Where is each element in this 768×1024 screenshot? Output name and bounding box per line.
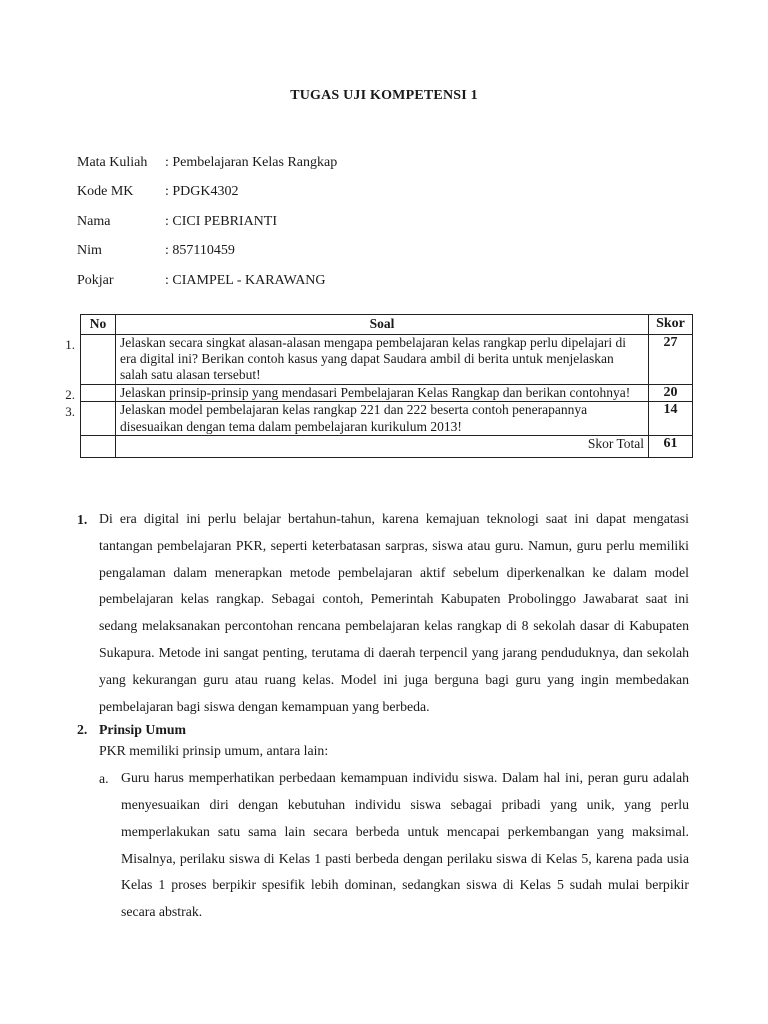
answer-1-text: Di era digital ini perlu belajar bertahun-tahun, karena kemajuan teknologi saat ini dapat mengatasi tantangan pembelajaran PKR, seperti keterbatasan sarpras, siswa atau guru. Namun, guru perlu memiliki pengalaman dalam menerapkan metode pembelajaran aktif sebelum diperkenalkan ke dalam model pembelajaran kelas rangkap. Sebagai contoh, Pemerintah Kabupaten Probolinggo Jawabarat saat ini sedang melaksanakan percontohan rencana pembelajaran kelas rangkap di 8 sekolah dasar di Kabupaten Sukapura. Metode ini sangat penting, terutama di daerah terpencil yang jarang penduduknya, dan sekolah yang kekurangan guru atau ruang kelas. Model ini juga berguna bagi guru yang ingin membedakan pembelajaran bagi siswa dengan kemampuan yang berbeda. bbox=[99, 511, 689, 714]
question-score: 20 bbox=[649, 384, 693, 402]
row-number: 2. bbox=[65, 386, 75, 402]
questions-table bbox=[65, 314, 693, 458]
question-score: 14 bbox=[649, 402, 693, 435]
info-row-pokjar bbox=[77, 266, 337, 296]
answer-2a-text: Guru harus memperhatikan perbedaan kemampuan individu siswa. Dalam hal ini, peran guru adalah menyesuaikan diri dengan kebutuhan individu siswa sebagai pribadi yang unik, yang perlu memperlakukan satu sama lain secara berbeda untuk mencapai perkembangan yang maksimal. Misalnya, perilaku siswa di Kelas 1 pasti berbeda dengan perilaku siswa di Kelas 5, karena pada usia Kelas 1 proses berpikir spesifik lebih dominan, sedangkan siswa di Kelas 5 sudah mulai berpikir secara abstrak. bbox=[121, 770, 689, 920]
info-value: : CIAMPEL - KARAWANG bbox=[165, 272, 326, 288]
info-row-kode-mk bbox=[77, 178, 337, 208]
table-row bbox=[81, 402, 693, 435]
question-text: Jelaskan prinsip-prinsip yang mendasari Pembelajaran Kelas Rangkap dan berikan contohnya! bbox=[116, 384, 649, 402]
answer-2 bbox=[77, 722, 689, 738]
header-soal: Soal bbox=[116, 315, 649, 335]
info-label: Nama bbox=[77, 213, 111, 229]
answer-number: 2. bbox=[77, 722, 88, 738]
table-row bbox=[81, 384, 693, 402]
info-value: : PDGK4302 bbox=[165, 184, 239, 200]
total-empty-cell bbox=[81, 435, 116, 457]
header-skor: Skor bbox=[649, 315, 693, 335]
question-score: 27 bbox=[649, 335, 693, 385]
info-label: Mata Kuliah bbox=[77, 154, 148, 170]
info-label: Kode MK bbox=[77, 184, 134, 200]
answers-section bbox=[77, 512, 689, 926]
info-label: Pokjar bbox=[77, 272, 114, 288]
row-number: 3. bbox=[65, 404, 75, 420]
table-row bbox=[81, 335, 693, 385]
question-text: Jelaskan model pembelajaran kelas rangkap 221 dan 222 beserta contoh penerapannya disesuaikan dengan tema dalam pembelajaran kurikulum 2013! bbox=[116, 402, 649, 435]
row-no-cell bbox=[65, 335, 116, 385]
table-header-row bbox=[81, 315, 693, 335]
sub-item-letter: a. bbox=[99, 771, 109, 787]
row-no-cell bbox=[65, 402, 116, 435]
question-text: Jelaskan secara singkat alasan-alasan mengapa pembelajaran kelas rangkap perlu dipelajari di era digital ini? Berikan contoh kasus yang dapat Saudara ambil di berita untuk menjelaskan salah satu alasan tersebut! bbox=[116, 335, 649, 385]
info-value: : 857110459 bbox=[165, 243, 235, 259]
total-score: 61 bbox=[649, 435, 693, 457]
total-label: Skor Total bbox=[116, 435, 649, 457]
row-no-cell bbox=[65, 384, 116, 402]
page-title: TUGAS UJI KOMPETENSI 1 bbox=[290, 88, 478, 103]
answer-number: 1. bbox=[77, 512, 88, 527]
row-number: 1. bbox=[65, 337, 75, 352]
course-info bbox=[77, 148, 337, 296]
info-row-nim bbox=[77, 237, 337, 267]
info-row-nama bbox=[77, 207, 337, 237]
answer-1 bbox=[77, 512, 689, 720]
header-no: No bbox=[81, 315, 116, 335]
info-label: Nim bbox=[77, 243, 102, 259]
answer-2-heading: Prinsip Umum bbox=[99, 722, 187, 738]
table-total-row bbox=[81, 435, 693, 457]
info-value: : CICI PEBRIANTI bbox=[165, 213, 277, 229]
answer-2a bbox=[99, 771, 689, 926]
info-value: : Pembelajaran Kelas Rangkap bbox=[165, 154, 338, 170]
info-row-mata-kuliah bbox=[77, 148, 337, 178]
answer-2-intro: PKR memiliki prinsip umum, antara lain: bbox=[99, 743, 329, 759]
